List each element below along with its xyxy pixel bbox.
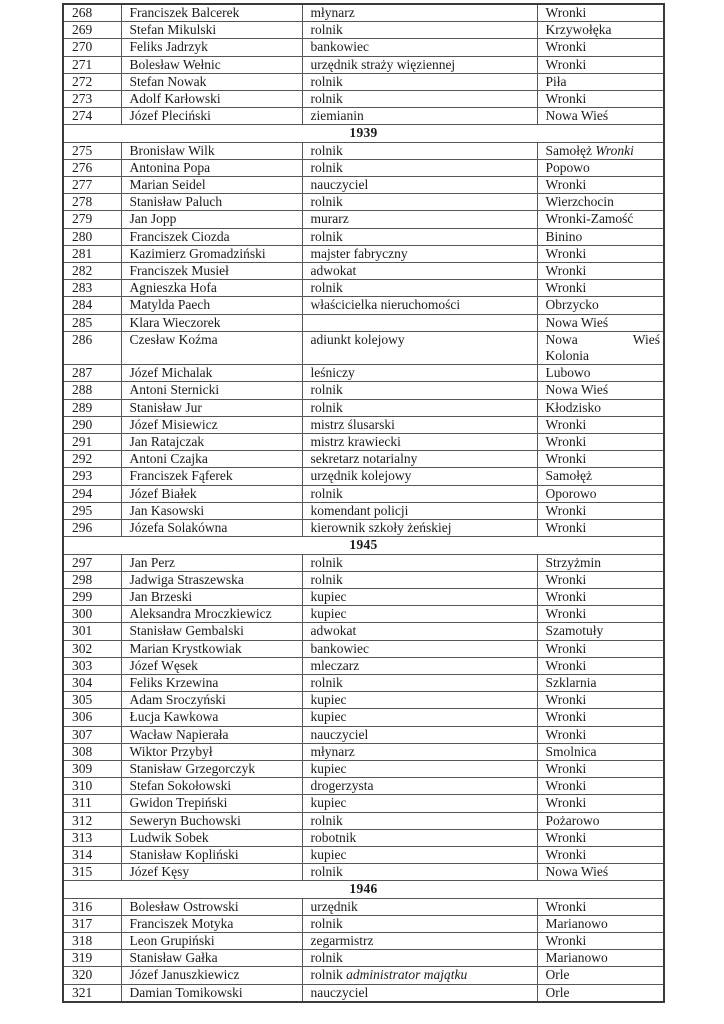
- cell-place: Wronki: [537, 692, 664, 709]
- cell-name: Józefa Solakówna: [121, 520, 302, 537]
- table-row: [63, 864, 664, 881]
- cell-number: 294: [63, 485, 121, 502]
- table-row: [63, 571, 664, 588]
- year-header-row: [63, 537, 664, 554]
- table-row: [63, 984, 664, 1002]
- cell-name: Franciszek Fąferek: [121, 468, 302, 485]
- cell-number: 317: [63, 915, 121, 932]
- cell-name: Leon Grupiński: [121, 932, 302, 949]
- cell-occupation: rolnik: [302, 915, 537, 932]
- cell-place: Wronki: [537, 451, 664, 468]
- table-row: [63, 56, 664, 73]
- cell-place: Lubowo: [537, 365, 664, 382]
- cell-occupation: rolnik: [302, 22, 537, 39]
- table-row: [63, 263, 664, 280]
- cell-name: Stefan Nowak: [121, 73, 302, 90]
- cell-occupation: rolnik: [302, 812, 537, 829]
- cell-number: 313: [63, 829, 121, 846]
- cell-number: 283: [63, 280, 121, 297]
- table-row: [63, 297, 664, 314]
- cell-name: Stanisław Paluch: [121, 194, 302, 211]
- cell-name: Stefan Sokołowski: [121, 778, 302, 795]
- cell-place: Popowo: [537, 159, 664, 176]
- cell-occupation: drogerzysta: [302, 778, 537, 795]
- cell-place: Wronki: [537, 932, 664, 949]
- cell-place: Kłodzisko: [537, 399, 664, 416]
- cell-name: Czesław Koźma: [121, 331, 302, 364]
- cell-number: 280: [63, 228, 121, 245]
- cell-place: Wronki: [537, 657, 664, 674]
- table-row: [63, 829, 664, 846]
- cell-occupation: rolnik: [302, 142, 537, 159]
- cell-name: Wiktor Przybył: [121, 743, 302, 760]
- cell-number: 298: [63, 571, 121, 588]
- cell-name: Stanisław Grzegorczyk: [121, 760, 302, 777]
- cell-name: Stanisław Gałka: [121, 950, 302, 967]
- cell-place: Wronki: [537, 726, 664, 743]
- table-row: [63, 468, 664, 485]
- cell-occupation: rolnik: [302, 73, 537, 90]
- cell-place: Smolnica: [537, 743, 664, 760]
- cell-occupation: mistrz krawiecki: [302, 434, 537, 451]
- cell-place: Wronki: [537, 571, 664, 588]
- cell-number: 309: [63, 760, 121, 777]
- cell-name: Adam Sroczyński: [121, 692, 302, 709]
- cell-occupation: rolnik: [302, 554, 537, 571]
- cell-number: 314: [63, 846, 121, 863]
- table-row: [63, 211, 664, 228]
- cell-occupation: murarz: [302, 211, 537, 228]
- cell-number: 306: [63, 709, 121, 726]
- table-row: [63, 314, 664, 331]
- table-row: [63, 280, 664, 297]
- table-row: [63, 4, 664, 22]
- cell-number: 273: [63, 91, 121, 108]
- cell-name: Feliks Krzewina: [121, 674, 302, 691]
- cell-name: Łucja Kawkowa: [121, 709, 302, 726]
- cell-name: Józef Kęsy: [121, 864, 302, 881]
- cell-place: Wronki: [537, 502, 664, 519]
- table-row: [63, 382, 664, 399]
- cell-number: 319: [63, 950, 121, 967]
- cell-number: 281: [63, 245, 121, 262]
- cell-number: 282: [63, 263, 121, 280]
- cell-number: 270: [63, 39, 121, 56]
- cell-occupation: mistrz ślusarski: [302, 416, 537, 433]
- cell-name: Franciszek Balcerek: [121, 4, 302, 22]
- cell-name: Gwidon Trepiński: [121, 795, 302, 812]
- table-row: [63, 416, 664, 433]
- year-label: 1945: [63, 537, 664, 554]
- cell-place: Wronki: [537, 56, 664, 73]
- cell-number: 303: [63, 657, 121, 674]
- cell-place: Wronki: [537, 263, 664, 280]
- cell-occupation: młynarz: [302, 743, 537, 760]
- cell-place: Wronki: [537, 4, 664, 22]
- cell-name: Jan Perz: [121, 554, 302, 571]
- cell-occupation: kupiec: [302, 846, 537, 863]
- table-row: [63, 674, 664, 691]
- cell-occupation: adwokat: [302, 623, 537, 640]
- cell-number: 291: [63, 434, 121, 451]
- cell-name: Antonina Popa: [121, 159, 302, 176]
- cell-name: Damian Tomikowski: [121, 984, 302, 1002]
- cell-name: Marian Seidel: [121, 177, 302, 194]
- cell-name: Stanisław Gembalski: [121, 623, 302, 640]
- cell-occupation: kierownik szkoły żeńskiej: [302, 520, 537, 537]
- cell-occupation: [302, 314, 537, 331]
- cell-name: Marian Krystkowiak: [121, 640, 302, 657]
- cell-number: 316: [63, 898, 121, 915]
- year-label: 1946: [63, 881, 664, 898]
- cell-number: 295: [63, 502, 121, 519]
- cell-place: Wronki: [537, 177, 664, 194]
- year-header-row: [63, 881, 664, 898]
- cell-occupation: urzędnik straży więziennej: [302, 56, 537, 73]
- table-row: [63, 726, 664, 743]
- table-row: [63, 159, 664, 176]
- cell-place: Wronki: [537, 778, 664, 795]
- table-row: [63, 709, 664, 726]
- table-row: [63, 108, 664, 125]
- cell-name: Klara Wieczorek: [121, 314, 302, 331]
- cell-occupation: rolnik: [302, 194, 537, 211]
- table-row: [63, 846, 664, 863]
- cell-name: Franciszek Motyka: [121, 915, 302, 932]
- cell-occupation: rolnik: [302, 674, 537, 691]
- cell-occupation: nauczyciel: [302, 177, 537, 194]
- cell-number: 278: [63, 194, 121, 211]
- cell-name: Feliks Jadrzyk: [121, 39, 302, 56]
- cell-place: Nowa Wieś: [537, 864, 664, 881]
- cell-place: Samołęż Wronki: [537, 142, 664, 159]
- cell-occupation: leśniczy: [302, 365, 537, 382]
- table-row: [63, 451, 664, 468]
- cell-occupation: kupiec: [302, 588, 537, 605]
- cell-occupation: rolnik: [302, 950, 537, 967]
- cell-place: Wronki: [537, 829, 664, 846]
- cell-name: Józef Białek: [121, 485, 302, 502]
- cell-place: Wronki: [537, 280, 664, 297]
- cell-name: Wacław Napierała: [121, 726, 302, 743]
- cell-place: Krzywołęka: [537, 22, 664, 39]
- cell-name: Adolf Karłowski: [121, 91, 302, 108]
- cell-number: 307: [63, 726, 121, 743]
- cell-place: Wronki: [537, 898, 664, 915]
- cell-name: Jan Ratajczak: [121, 434, 302, 451]
- cell-number: 321: [63, 984, 121, 1002]
- cell-place: Wronki: [537, 640, 664, 657]
- cell-number: 292: [63, 451, 121, 468]
- cell-name: Stefan Mikulski: [121, 22, 302, 39]
- table-row: [63, 898, 664, 915]
- cell-place: Wronki: [537, 39, 664, 56]
- cell-occupation: bankowiec: [302, 640, 537, 657]
- cell-occupation: rolnik: [302, 91, 537, 108]
- cell-place: Strzyżmin: [537, 554, 664, 571]
- year-header-row: [63, 125, 664, 142]
- cell-place: Wronki: [537, 795, 664, 812]
- cell-number: 290: [63, 416, 121, 433]
- cell-name: Ludwik Sobek: [121, 829, 302, 846]
- cell-number: 297: [63, 554, 121, 571]
- cell-number: 271: [63, 56, 121, 73]
- cell-place: Wronki: [537, 416, 664, 433]
- cell-number: 315: [63, 864, 121, 881]
- cell-occupation: rolnik: [302, 382, 537, 399]
- cell-number: 296: [63, 520, 121, 537]
- year-label: 1939: [63, 125, 664, 142]
- cell-occupation: mleczarz: [302, 657, 537, 674]
- table-row: [63, 22, 664, 39]
- cell-place: Wronki: [537, 606, 664, 623]
- table-row: [63, 502, 664, 519]
- cell-place: Marianowo: [537, 950, 664, 967]
- cell-name: Agnieszka Hofa: [121, 280, 302, 297]
- cell-occupation: majster fabryczny: [302, 245, 537, 262]
- cell-occupation: rolnik: [302, 280, 537, 297]
- table-row: [63, 520, 664, 537]
- cell-place: Orle: [537, 967, 664, 984]
- cell-place: Orle: [537, 984, 664, 1002]
- cell-place: Binino: [537, 228, 664, 245]
- cell-number: 302: [63, 640, 121, 657]
- cell-place: Wierzchocin: [537, 194, 664, 211]
- cell-occupation: kupiec: [302, 692, 537, 709]
- table-row: [63, 554, 664, 571]
- cell-name: Franciszek Musieł: [121, 263, 302, 280]
- table-row: [63, 623, 664, 640]
- cell-occupation: rolnik administrator majątku: [302, 967, 537, 984]
- cell-place: Nowa Wieś Kolonia: [537, 331, 664, 364]
- cell-occupation: rolnik: [302, 571, 537, 588]
- table-row: [63, 795, 664, 812]
- cell-occupation: adiunkt kolejowy: [302, 331, 537, 364]
- cell-place: Oporowo: [537, 485, 664, 502]
- table-row: [63, 950, 664, 967]
- cell-number: 300: [63, 606, 121, 623]
- cell-number: 311: [63, 795, 121, 812]
- roster-table-body: [63, 4, 664, 1002]
- table-row: [63, 915, 664, 932]
- cell-name: Jan Brzeski: [121, 588, 302, 605]
- table-row: [63, 39, 664, 56]
- table-row: [63, 812, 664, 829]
- cell-number: 299: [63, 588, 121, 605]
- cell-place: Pożarowo: [537, 812, 664, 829]
- cell-name: Stanisław Kopliński: [121, 846, 302, 863]
- cell-name: Józef Michalak: [121, 365, 302, 382]
- cell-place: Piła: [537, 73, 664, 90]
- table-row: [63, 932, 664, 949]
- cell-place: Wronki: [537, 245, 664, 262]
- cell-name: Stanisław Jur: [121, 399, 302, 416]
- cell-place: Nowa Wieś: [537, 382, 664, 399]
- cell-occupation: zegarmistrz: [302, 932, 537, 949]
- cell-number: 310: [63, 778, 121, 795]
- table-row: [63, 588, 664, 605]
- cell-place: Szklarnia: [537, 674, 664, 691]
- cell-name: Józef Pleciński: [121, 108, 302, 125]
- cell-occupation: nauczyciel: [302, 726, 537, 743]
- cell-occupation: bankowiec: [302, 39, 537, 56]
- cell-place: Wronki: [537, 846, 664, 863]
- table-row: [63, 640, 664, 657]
- table-row: [63, 228, 664, 245]
- cell-name: Matylda Paech: [121, 297, 302, 314]
- cell-occupation: rolnik: [302, 864, 537, 881]
- cell-name: Franciszek Ciozda: [121, 228, 302, 245]
- cell-number: 285: [63, 314, 121, 331]
- cell-place: Szamotuły: [537, 623, 664, 640]
- cell-number: 287: [63, 365, 121, 382]
- table-row: [63, 778, 664, 795]
- cell-number: 286: [63, 331, 121, 364]
- cell-occupation: kupiec: [302, 760, 537, 777]
- cell-place: Obrzycko: [537, 297, 664, 314]
- cell-name: Jadwiga Straszewska: [121, 571, 302, 588]
- cell-name: Bolesław Wełnic: [121, 56, 302, 73]
- cell-place: Marianowo: [537, 915, 664, 932]
- cell-number: 312: [63, 812, 121, 829]
- cell-occupation: komendant policji: [302, 502, 537, 519]
- table-row: [63, 657, 664, 674]
- cell-number: 268: [63, 4, 121, 22]
- cell-name: Jan Jopp: [121, 211, 302, 228]
- cell-name: Seweryn Buchowski: [121, 812, 302, 829]
- table-row: [63, 967, 664, 984]
- cell-name: Bronisław Wilk: [121, 142, 302, 159]
- cell-name: Józef Misiewicz: [121, 416, 302, 433]
- cell-occupation: ziemianin: [302, 108, 537, 125]
- table-row: [63, 743, 664, 760]
- table-row: [63, 194, 664, 211]
- cell-name: Bolesław Ostrowski: [121, 898, 302, 915]
- cell-occupation: urzędnik kolejowy: [302, 468, 537, 485]
- cell-occupation: nauczyciel: [302, 984, 537, 1002]
- cell-place: Nowa Wieś: [537, 108, 664, 125]
- table-row: [63, 177, 664, 194]
- table-row: [63, 485, 664, 502]
- cell-number: 279: [63, 211, 121, 228]
- cell-name: Józef Januszkiewicz: [121, 967, 302, 984]
- cell-number: 304: [63, 674, 121, 691]
- cell-number: 308: [63, 743, 121, 760]
- cell-name: Jan Kasowski: [121, 502, 302, 519]
- cell-number: 305: [63, 692, 121, 709]
- cell-number: 289: [63, 399, 121, 416]
- cell-occupation: urzędnik: [302, 898, 537, 915]
- cell-place: Samołęż: [537, 468, 664, 485]
- cell-place: Wronki: [537, 588, 664, 605]
- cell-name: Aleksandra Mroczkiewicz: [121, 606, 302, 623]
- table-row: [63, 760, 664, 777]
- cell-occupation: rolnik: [302, 485, 537, 502]
- cell-number: 318: [63, 932, 121, 949]
- cell-number: 272: [63, 73, 121, 90]
- table-row: [63, 434, 664, 451]
- cell-name: Kazimierz Gromadziński: [121, 245, 302, 262]
- cell-number: 288: [63, 382, 121, 399]
- cell-name: Antoni Sternicki: [121, 382, 302, 399]
- cell-place: Wronki: [537, 709, 664, 726]
- cell-number: 276: [63, 159, 121, 176]
- cell-place: Wronki: [537, 760, 664, 777]
- cell-place: Nowa Wieś: [537, 314, 664, 331]
- membership-roster-table: [62, 3, 665, 1003]
- table-row: [63, 692, 664, 709]
- cell-number: 293: [63, 468, 121, 485]
- cell-number: 269: [63, 22, 121, 39]
- table-row: [63, 399, 664, 416]
- cell-name: Antoni Czajka: [121, 451, 302, 468]
- cell-occupation: robotnik: [302, 829, 537, 846]
- table-row: [63, 365, 664, 382]
- cell-number: 301: [63, 623, 121, 640]
- cell-place: Wronki: [537, 434, 664, 451]
- cell-occupation: adwokat: [302, 263, 537, 280]
- cell-place: Wronki: [537, 91, 664, 108]
- cell-occupation: kupiec: [302, 795, 537, 812]
- cell-number: 284: [63, 297, 121, 314]
- cell-occupation: rolnik: [302, 399, 537, 416]
- cell-number: 275: [63, 142, 121, 159]
- cell-occupation: młynarz: [302, 4, 537, 22]
- cell-occupation: sekretarz notarialny: [302, 451, 537, 468]
- table-row: [63, 73, 664, 90]
- cell-place: Wronki: [537, 520, 664, 537]
- table-row: [63, 91, 664, 108]
- table-row: [63, 331, 664, 364]
- cell-occupation: rolnik: [302, 159, 537, 176]
- table-row: [63, 606, 664, 623]
- table-row: [63, 245, 664, 262]
- cell-number: 277: [63, 177, 121, 194]
- cell-occupation: kupiec: [302, 606, 537, 623]
- cell-place: Wronki-Zamość: [537, 211, 664, 228]
- cell-occupation: właścicielka nieruchomości: [302, 297, 537, 314]
- cell-number: 274: [63, 108, 121, 125]
- cell-number: 320: [63, 967, 121, 984]
- cell-occupation: rolnik: [302, 228, 537, 245]
- cell-occupation: kupiec: [302, 709, 537, 726]
- cell-name: Józef Węsek: [121, 657, 302, 674]
- table-row: [63, 142, 664, 159]
